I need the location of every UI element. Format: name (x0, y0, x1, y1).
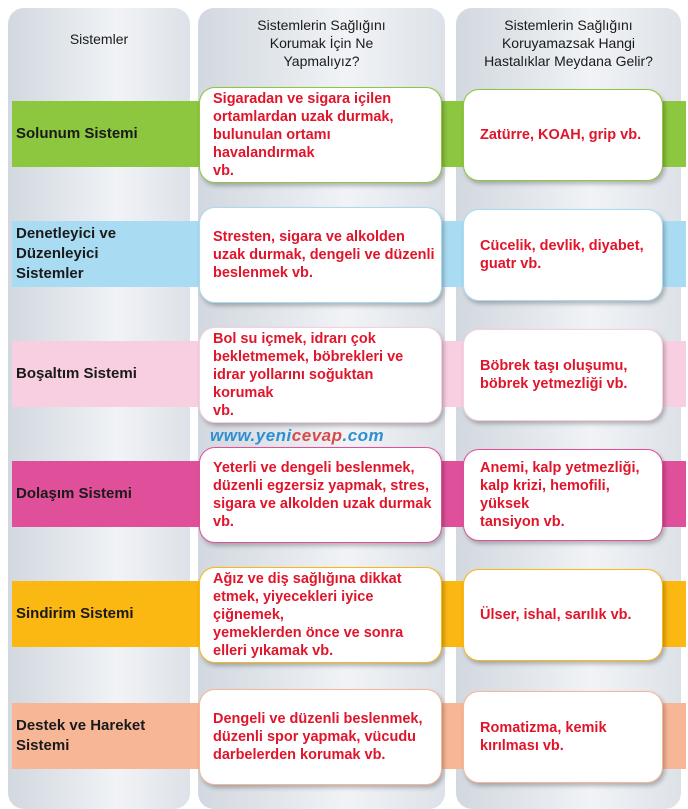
system-label: Boşaltım Sistemi (16, 365, 137, 382)
disease-box-bosaltim: Böbrek taşı oluşumu, böbrek yetmezliği vb. (463, 329, 663, 421)
protect-box-denetleyici: Stresten, sigara ve alkolden uzak durmak, dengeli ve düzenli beslenmek vb. (199, 207, 442, 303)
header-protect: Sistemlerin Sağlığını Korumak İçin Ne Yapmalıyız? (257, 17, 386, 69)
system-label: Dolaşım Sistemi (16, 485, 132, 502)
disease-box-sindirim: Ülser, ishal, sarılık vb. (463, 569, 663, 661)
disease-box-destek: Romatizma, kemik kırılması vb. (463, 691, 663, 783)
watermark-text: www.yenicevap.com (210, 426, 385, 445)
header-diseases: Sistemlerin Sağlığını Koruyamazsak Hangi Hastalıklar Meydana Gelir? (484, 17, 653, 69)
header-systems: Sistemler (69, 31, 129, 47)
disease-box-solunum: Zatürre, KOAH, grip vb. (463, 89, 663, 181)
disease-box-dolasim: Anemi, kalp yetmezliği, kalp krizi, hemofili, yüksek tansiyon vb. (463, 449, 663, 541)
system-label: Denetleyici ve Düzenleyici Sistemler (16, 225, 117, 282)
protect-box-solunum: Sigaradan ve sigara içilen ortamlardan uzak durmak, bulunulan ortamı havalandırmak vb. (199, 87, 442, 183)
protect-box-sindirim: Ağız ve diş sağlığına dikkat etmek, yiyecekleri iyice çiğnemek, yemeklerden önce ve sonra elleri yıkamak vb. (199, 567, 442, 663)
protect-box-destek: Dengeli ve düzenli beslenmek, düzenli spor yapmak, vücudu darbelerden korumak vb. (199, 689, 442, 785)
protect-box-bosaltim: Bol su içmek, idrarı çok bekletmemek, böbrekleri ve idrar yollarını soğuktan korumak vb. (199, 327, 442, 423)
system-label: Destek ve Hareket Sistemi (16, 717, 146, 754)
protect-box-dolasim: Yeterli ve dengeli beslenmek, düzenli egzersiz yapmak, stres, sigara ve alkolden uzak durmak vb. (199, 447, 442, 543)
disease-box-denetleyici: Cücelik, devlik, diyabet, guatr vb. (463, 209, 663, 301)
system-label: Solunum Sistemi (16, 125, 138, 142)
system-label: Sindirim Sistemi (16, 605, 134, 622)
